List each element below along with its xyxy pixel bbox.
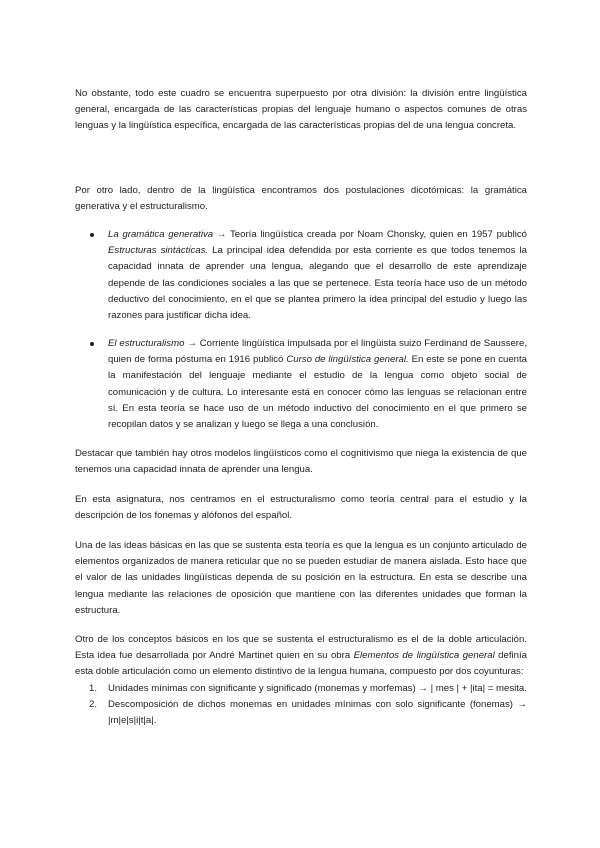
bullet-list (75, 227, 527, 324)
paragraph-course-focus: En esta asignatura, nos centramos en el estructuralismo como teoría central para el estudio y la descripción de los fonemas y alófonos del español. (75, 494, 527, 522)
bullet-term: La gramática generativa (108, 229, 214, 240)
paragraph-other-models: Destacar que también hay otros modelos lingüísticos como el cognitivismo que niega la existencia de que tenemos una capacidad innata de aprender una lengua. (75, 448, 527, 476)
paragraph-text: Otro de los conceptos básicos en los que se sustenta el estructuralismo es el de la doble articulación. Esta idea fue desarrollada por André Martinet quien en su obra (75, 634, 527, 662)
work-title: Elementos de lingüística general (353, 650, 495, 662)
work-title: Curso de lingüística general. (286, 354, 409, 366)
list-item-text: Descomposición de dichos monemas en unidades mínimas con solo significante (fonemas) → |m|e|s|i|t|a|. (108, 699, 527, 727)
paragraph-double-articulation (75, 632, 527, 681)
bullet-item-generative-grammar (75, 227, 527, 324)
numbered-list (75, 681, 527, 730)
paragraph-linguistic-division: No obstante, todo este cuadro se encuentra superpuesto por otra división: la división entre lingüística general, encargada de las características propias del lenguaje humano o aspectos comunes de otras lenguas y la lingüística específica, encargada de las características propias del de una lengua concreta. (75, 88, 527, 132)
arrow-icon: → (187, 338, 197, 349)
bullet-text: La principal idea defendida por esta corriente es que todos tenemos la capacidad innata de aprender una lengua, alegando que el desarrollo de este aprendizaje depende de las condiciones sociales a las que se pertenece. Esta teoría hace uso de un método deductivo del conocimiento, en el que se plantea primero la idea principal del estudio y luego las razones para justificar dicha idea. (108, 245, 527, 322)
bullet-item-structuralism (75, 336, 527, 433)
paragraph-text: definía esta doble articulación como un elemento distintivo de la lengua humana, compuesto por dos coyunturas: (75, 650, 527, 678)
bullet-text: Corriente lingüística impulsada por el lingüista suizo Ferdinand de Saussere, quien de forma póstuma en 1916 publicó (108, 338, 527, 366)
bullet-icon (90, 342, 94, 346)
numbered-item (75, 697, 527, 729)
bullet-term: El estructuralismo (108, 338, 185, 349)
paragraph-structure: Una de las ideas básicas en las que se sustenta esta teoría es que la lengua es un conjunto articulado de elementos organizados de manera reticular que no se pueden estudiar de manera aislada. Esto hace que el valor de las unidades lingüísticas dependa de su posición en la estructura. En esta se describe una lengua mediante las relaciones de oposición que mantiene con las diferentes unidades que forman la estructura. (75, 540, 527, 616)
bullet-text: Teoría lingüística creada por Noam Chonsky, quien en 1957 publicó (230, 229, 527, 240)
numbered-item (75, 681, 527, 697)
list-number: 1. (89, 683, 98, 694)
bullet-list (75, 336, 527, 433)
list-number: 2. (89, 699, 98, 711)
work-title: Estructuras sintácticas. (108, 245, 209, 257)
paragraph-dichotomies: Por otro lado, dentro de la lingüística encontramos dos postulaciones dicotómicas: la gramática generativa y el estructuralismo. (75, 185, 527, 213)
bullet-text: En este se pone en cuenta la manifestación del lenguaje mediante el estudio de la lengua como objeto social de comunicación y de cultura. Lo interesante está en conocer cómo las lenguas se relacionan entre sí. En esta teoría se hace uso de un método inductivo del conocimiento en el que primero se recopilan datos y se analizan y luego se llega a una conclusión. (108, 354, 528, 431)
bullet-icon (90, 233, 94, 237)
list-item-text: Unidades mínimas con significante y significado (monemas y morfemas) → | mes | + |ita| = mesita. (108, 683, 527, 694)
arrow-icon: → (216, 229, 227, 240)
